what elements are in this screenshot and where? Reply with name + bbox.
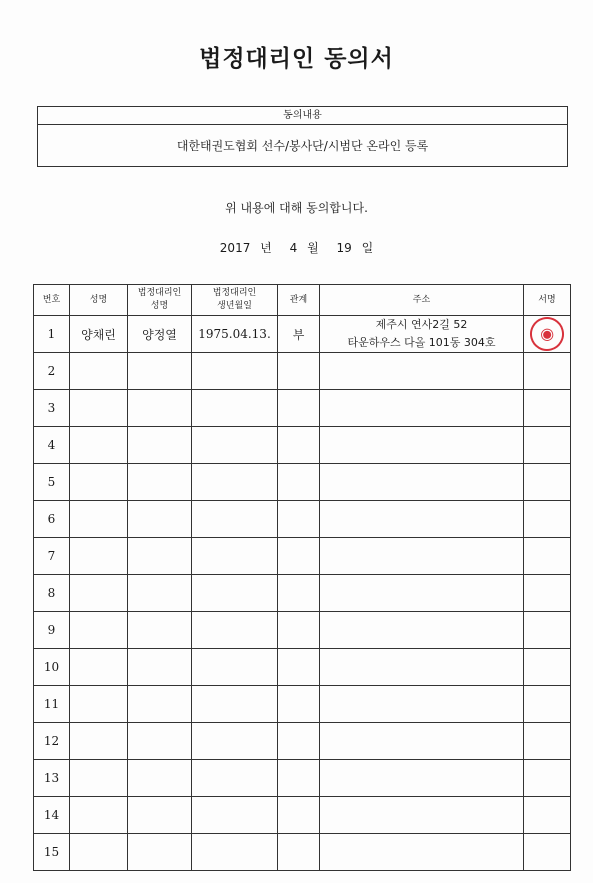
cell-guardian-birth [192,760,278,797]
table-row [34,612,571,649]
cell-address [320,501,524,538]
consent-box [37,106,568,167]
header-guardian-name-line1: 법정대리인 [137,288,182,298]
date-year: 2017 [219,241,251,255]
cell-relation [278,353,320,390]
cell-address [320,316,524,353]
cell-no: 13 [34,760,70,797]
cell-no: 14 [34,797,70,834]
cell-relation [278,649,320,686]
cell-signature [524,797,571,834]
cell-address [320,575,524,612]
cell-guardian-birth [192,538,278,575]
cell-relation [278,686,320,723]
cell-relation [278,464,320,501]
cell-guardian-birth [192,427,278,464]
cell-guardian-birth [192,464,278,501]
cell-signature [524,760,571,797]
table-row [34,575,571,612]
cell-name [70,538,128,575]
cell-guardian-name [128,797,192,834]
cell-address [320,649,524,686]
cell-relation [278,390,320,427]
cell-signature [524,612,571,649]
table-row [34,353,571,390]
cell-name: 양채린 [70,316,128,353]
cell-guardian-birth [192,353,278,390]
cell-relation [278,797,320,834]
cell-address [320,538,524,575]
date-month-unit: 월 [307,241,319,255]
cell-guardian-name [128,353,192,390]
cell-guardian-birth: 1975.04.13. [192,316,278,353]
table-body [34,316,571,871]
cell-guardian-birth [192,649,278,686]
cell-guardian-birth [192,834,278,871]
cell-no: 4 [34,427,70,464]
cell-guardian-name [128,575,192,612]
cell-no: 6 [34,501,70,538]
header-name: 성명 [70,285,128,316]
header-signature: 서명 [524,285,571,316]
cell-name [70,501,128,538]
cell-signature [524,501,571,538]
cell-address [320,760,524,797]
cell-name [70,760,128,797]
date-day: 19 [336,241,352,255]
table-row [34,723,571,760]
cell-signature [524,390,571,427]
cell-address [320,612,524,649]
cell-signature [524,649,571,686]
consent-header: 동의내용 [38,107,567,125]
cell-relation [278,834,320,871]
cell-relation [278,612,320,649]
address-line: 제주시 연사2길 52 [375,318,468,331]
guardian-consent-table [33,284,571,871]
cell-no: 3 [34,390,70,427]
cell-signature [524,686,571,723]
cell-address [320,427,524,464]
cell-guardian-birth [192,390,278,427]
cell-guardian-name [128,612,192,649]
cell-address [320,797,524,834]
cell-signature [524,353,571,390]
table-row [34,316,571,353]
cell-guardian-name [128,834,192,871]
cell-no: 2 [34,353,70,390]
cell-name [70,723,128,760]
table-row [34,427,571,464]
cell-guardian-birth [192,797,278,834]
cell-name [70,834,128,871]
cell-guardian-birth [192,575,278,612]
cell-guardian-name [128,427,192,464]
signature-seal-icon [526,316,568,353]
cell-name [70,353,128,390]
cell-no: 15 [34,834,70,871]
cell-relation [278,501,320,538]
cell-relation [278,723,320,760]
cell-signature [524,575,571,612]
cell-name [70,390,128,427]
cell-guardian-birth [192,686,278,723]
cell-guardian-name [128,723,192,760]
seal-glyph: ◉ [537,322,557,345]
cell-no: 1 [34,316,70,353]
cell-address [320,834,524,871]
date-day-unit: 일 [361,241,374,255]
cell-guardian-name: 양정열 [128,316,192,353]
cell-relation: 부 [278,316,320,353]
cell-address [320,464,524,501]
cell-guardian-birth [192,501,278,538]
cell-relation [278,760,320,797]
cell-guardian-name [128,390,192,427]
table-header-row [34,285,571,316]
cell-address [320,390,524,427]
cell-signature [524,316,571,353]
header-guardian-birth [192,285,278,316]
header-guardian-name [128,285,192,316]
cell-guardian-birth [192,723,278,760]
table-row [34,538,571,575]
document-title: 법정대리인 동의서 [199,46,394,72]
header-relation: 관계 [278,285,320,316]
consent-date [0,239,593,256]
table-row [34,501,571,538]
cell-guardian-birth [192,612,278,649]
cell-name [70,797,128,834]
cell-name [70,464,128,501]
table-row [34,464,571,501]
cell-no: 5 [34,464,70,501]
header-no: 번호 [34,285,70,316]
cell-name [70,649,128,686]
cell-guardian-name [128,760,192,797]
cell-name [70,612,128,649]
cell-signature [524,538,571,575]
cell-relation [278,427,320,464]
cell-no: 12 [34,723,70,760]
cell-name [70,427,128,464]
table-row [34,760,571,797]
table-row [34,834,571,871]
cell-guardian-name [128,686,192,723]
cell-address [320,353,524,390]
cell-address [320,686,524,723]
date-month: 4 [289,241,298,255]
cell-no: 9 [34,612,70,649]
cell-name [70,575,128,612]
header-guardian-birth-line1: 법정대리인 [212,288,257,298]
cell-no: 8 [34,575,70,612]
cell-guardian-name [128,464,192,501]
cell-relation [278,575,320,612]
consent-body: 대한태권도협회 선수/봉사단/시범단 온라인 등록 [176,139,429,153]
cell-guardian-name [128,501,192,538]
table-row [34,686,571,723]
cell-signature [524,427,571,464]
cell-no: 10 [34,649,70,686]
cell-guardian-name [128,649,192,686]
cell-guardian-name [128,538,192,575]
cell-no: 7 [34,538,70,575]
cell-no: 11 [34,686,70,723]
cell-name [70,686,128,723]
header-guardian-name-line2: 성명 [150,301,169,311]
cell-address [320,723,524,760]
table-row [34,390,571,427]
header-guardian-birth-line2: 생년월일 [217,301,252,311]
agree-statement: 위 내용에 대해 동의합니다. [225,201,368,215]
cell-signature [524,464,571,501]
cell-signature [524,834,571,871]
address-line: 타운하우스 다올 101동 304호 [347,336,496,349]
table-row [34,649,571,686]
cell-relation [278,538,320,575]
cell-signature [524,723,571,760]
date-year-unit: 년 [260,241,272,255]
table-row [34,797,571,834]
header-address: 주소 [320,285,524,316]
